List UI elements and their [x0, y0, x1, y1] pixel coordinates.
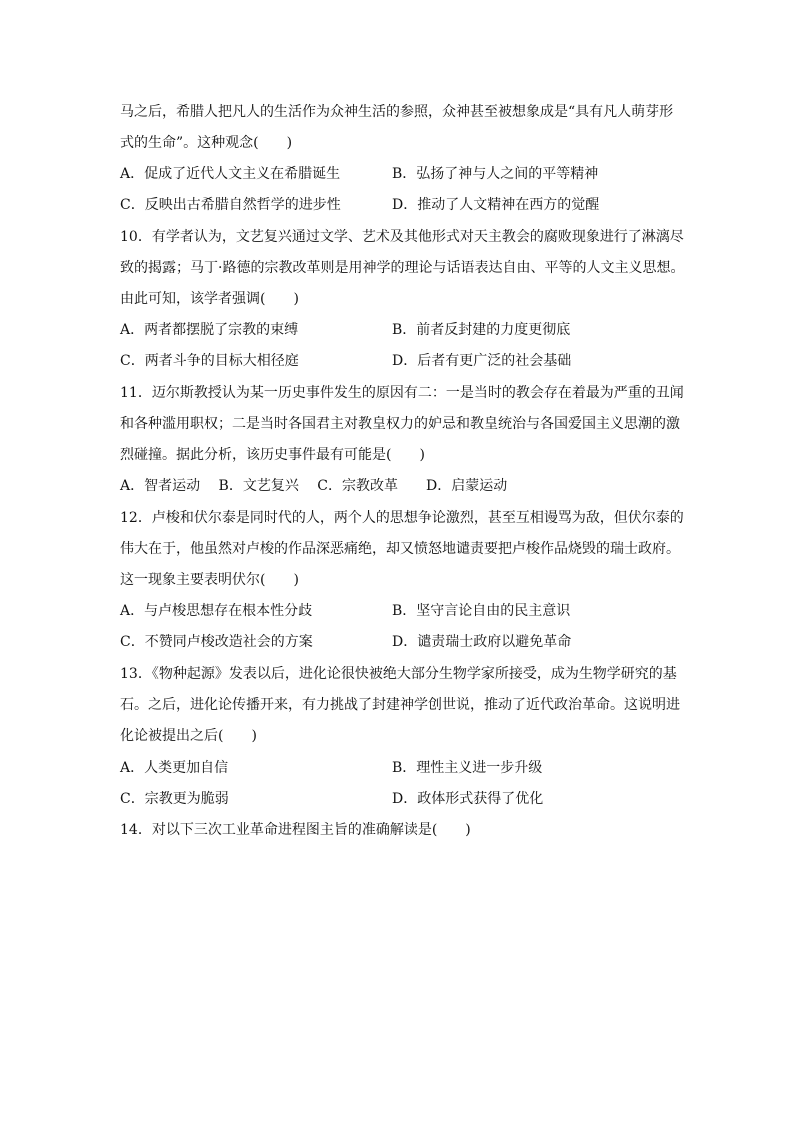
q11-stem-line-3: 烈碰撞。据此分析，该历史事件最有可能是( ) [120, 447, 425, 463]
q9-stem-line-2: 式的生命”。这种观念( ) [120, 135, 293, 151]
q12-option-d: D．谴责瑞士政府以避免革命 [392, 634, 572, 650]
q11-stem-line-2: 和各种滥用职权；二是当时各国君主对教皇权力的妒忌和教皇统治与各国爱国主义思潮的激 [120, 416, 680, 432]
q13-option-a: A．人类更加自信 [120, 760, 229, 776]
q10-stem-line-3: 由此可知，该学者强调( ) [120, 291, 299, 307]
q13-option-b: B．理性主义进一步升级 [392, 760, 543, 776]
q9-option-d: D．推动了人文精神在西方的觉醒 [392, 197, 600, 213]
q14-stem-line-1: 14．对以下三次工业革命进程图主旨的准确解读是( ) [120, 822, 471, 838]
q11-options-inline: A．智者运动 B．文艺复兴 C．宗教改革 D．启蒙运动 [120, 478, 508, 494]
q12-option-a: A．与卢梭思想存在根本性分歧 [120, 603, 313, 619]
q11-stem-line-1: 11．迈尔斯教授认为某一历史事件发生的原因有二：一是当时的教会存在着最为严重的丑闻 [120, 385, 684, 401]
q12-stem-line-3: 这一现象主要表明伏尔( ) [120, 572, 299, 588]
q13-stem-line-2: 石。之后，进化论传播开来，有力挑战了封建神学创世说，推动了近代政治革命。这说明进 [120, 697, 680, 713]
q10-stem-line-2: 致的揭露；马丁·路德的宗教改革则是用神学的理论与话语表达自由、平等的人文主义思想。 [120, 260, 685, 276]
q13-stem-line-3: 化论被提出之后( ) [120, 728, 257, 744]
q12-stem-line-2: 伟大在于，他虽然对卢梭的作品深恶痛绝，却又愤怒地谴责要把卢梭作品烧毁的瑞士政府。 [120, 541, 680, 557]
q10-option-d: D．后者有更广泛的社会基础 [392, 353, 572, 369]
q9-option-c: C．反映出古希腊自然哲学的进步性 [120, 197, 341, 213]
q12-option-c: C．不赞同卢梭改造社会的方案 [120, 634, 313, 650]
q9-option-a: A．促成了近代人文主义在希腊诞生 [120, 166, 341, 182]
q13-option-c: C．宗教更为脆弱 [120, 791, 229, 807]
q10-stem-line-1: 10．有学者认为，文艺复兴通过文学、艺术及其他形式对天主教会的腐败现象进行了淋漓尽 [120, 229, 684, 245]
q10-option-a: A．两者都摆脱了宗教的束缚 [120, 322, 299, 338]
q9-option-b: B．弘扬了神与人之间的平等精神 [392, 166, 599, 182]
q12-option-b: B．坚守言论自由的民主意识 [392, 603, 571, 619]
q9-stem-line-1: 马之后，希腊人把凡人的生活作为众神生活的参照，众神甚至被想象成是“具有凡人萌芽形 [120, 104, 674, 120]
q12-stem-line-1: 12．卢梭和伏尔泰是同时代的人，两个人的思想争论激烈，甚至互相谩骂为敌，但伏尔泰的 [120, 510, 684, 526]
q10-option-c: C．两者斗争的目标大相径庭 [120, 353, 299, 369]
q13-option-d: D．政体形式获得了优化 [392, 791, 544, 807]
q10-option-b: B．前者反封建的力度更彻底 [392, 322, 571, 338]
q13-stem-line-1: 13．《物种起源》发表以后，进化论很快被绝大部分生物学家所接受，成为生物学研究的基 [120, 666, 677, 682]
